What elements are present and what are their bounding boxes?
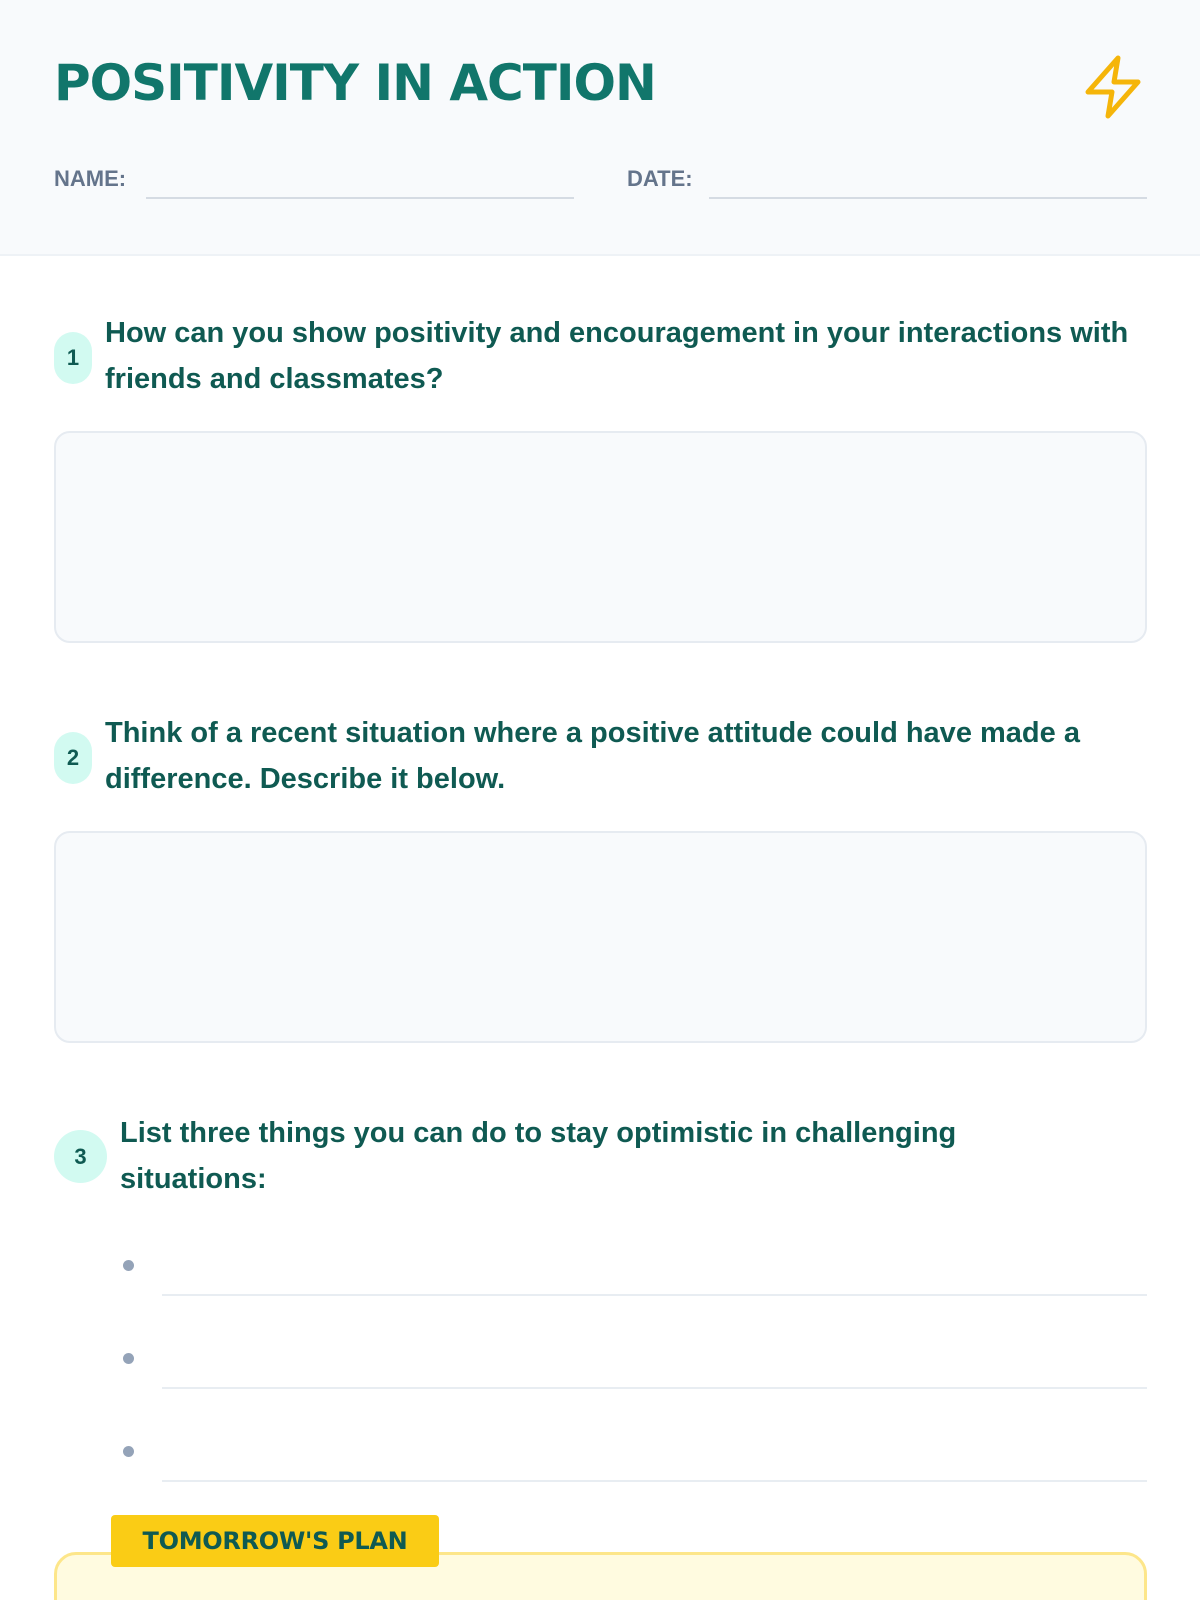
name-field[interactable] [146,197,574,199]
bullet-dot [123,1260,134,1271]
tomorrows-plan-label: TOMORROW'S PLAN [111,1515,439,1567]
lightning-bolt-icon [1082,54,1146,120]
question-text: Think of a recent situation where a positive attitude could have made a difference. Describe it below. [105,717,1080,795]
worksheet-header [0,0,1200,256]
answer-box[interactable] [54,431,1147,643]
bullet-dot [123,1446,134,1457]
worksheet-title: POSITIVITY IN ACTION [54,54,656,112]
list-answer-line[interactable] [162,1294,1147,1296]
list-answer-line[interactable] [162,1387,1147,1389]
question-text: How can you show positivity and encouragement in your interactions with friends and classmates? [105,317,1129,395]
question-number-badge: 2 [54,732,92,784]
bullet-dot [123,1353,134,1364]
answer-box[interactable] [54,831,1147,1043]
question-text: List three things you can do to stay optimistic in challenging situations: [120,1117,957,1195]
list-answer-line[interactable] [162,1480,1147,1482]
question-number-badge: 1 [54,332,92,384]
question-number-badge: 3 [54,1130,107,1183]
date-field[interactable] [709,197,1147,199]
date-label: DATE: [627,166,693,191]
name-label: NAME: [54,166,127,191]
